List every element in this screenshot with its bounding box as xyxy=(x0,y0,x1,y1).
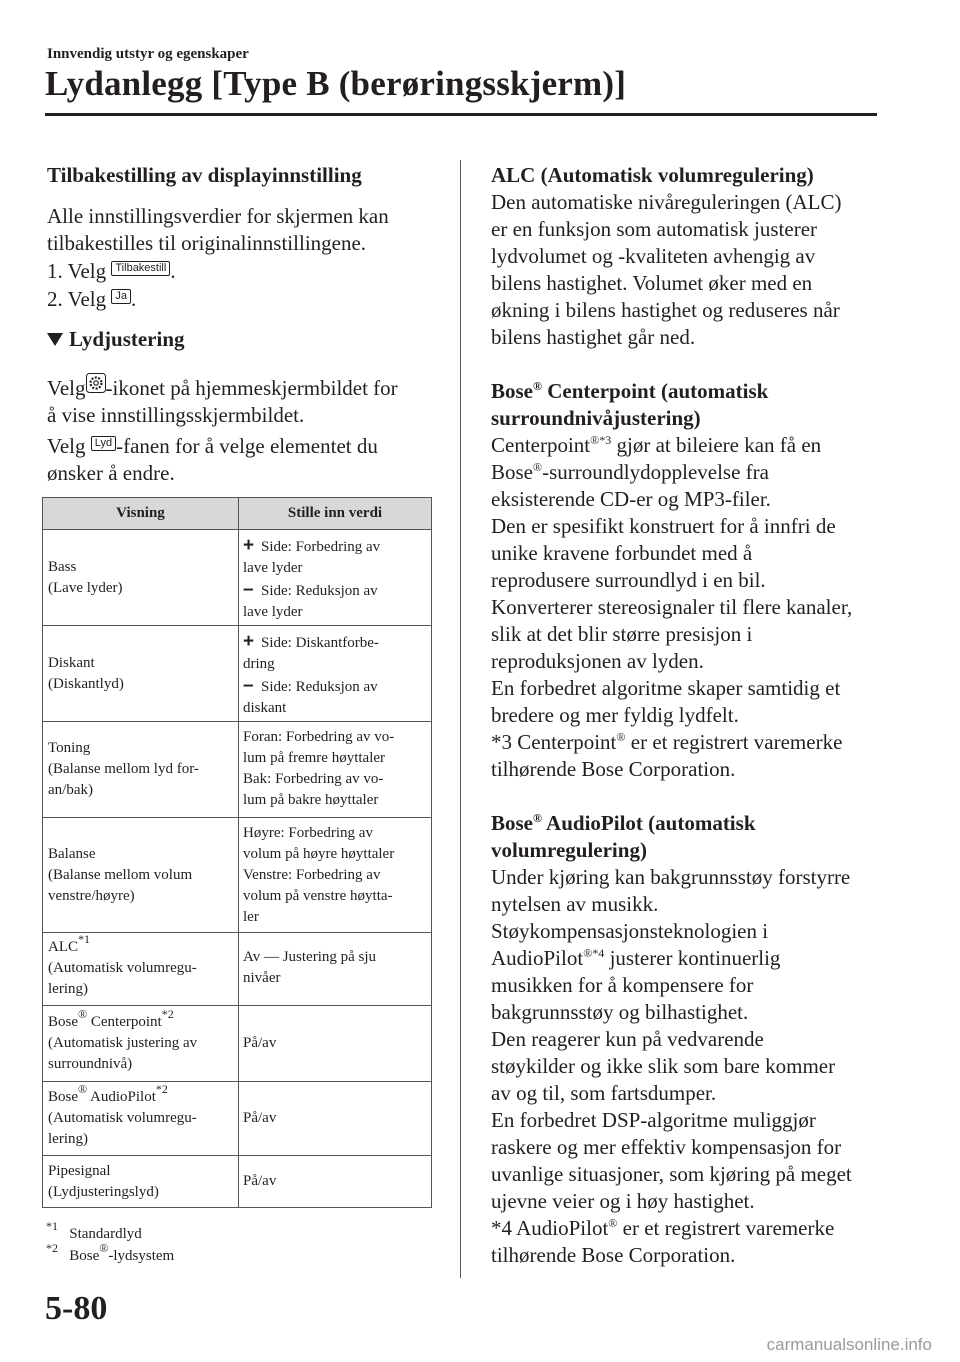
title-rule xyxy=(45,113,877,116)
centerpoint-heading: Bose® Centerpoint (automatisk surroundnivåjustering) xyxy=(491,379,769,430)
text-line: lydvolumet og -kvaliteten avhengig av xyxy=(491,244,816,268)
table-row: Diskant (Diskantlyd) + Side: Diskantforbe- dring – Side: Reduksjon av diskant xyxy=(43,626,432,722)
plus-icon: + xyxy=(243,535,255,556)
plus-icon: + xyxy=(243,631,255,652)
text-line: Under kjøring kan bakgrunnsstøy forstyrre xyxy=(491,865,851,889)
column-divider xyxy=(460,160,461,1278)
column-header: Stille inn verdi xyxy=(239,498,432,530)
text-line: økning i bilens hastighet og reduseres når xyxy=(491,298,840,322)
text-line: nytelsen av musikk. xyxy=(491,892,659,916)
text-line: slik at det blir større presisjon i xyxy=(491,622,753,646)
table-row: ALC$^{*1}$ (Automatisk volumregu- lering) Av — Justering på sju nivåer xyxy=(43,933,432,1006)
table-row: Bass (Lave lyder) + Side: Forbedring av lave lyder – Side: Reduksjon av lave lyder xyxy=(43,530,432,626)
table-row: Pipesignal (Lydjusteringslyd) På/av xyxy=(43,1156,432,1208)
adjust-para-1: Velg -ikonet på hjemmeskjermbildet for å vise innstillingsskjermbildet. xyxy=(47,373,398,429)
text-line: En forbedret algoritme skaper samtidig et xyxy=(491,676,841,700)
text-line: bredere og mer fyldig lydfelt. xyxy=(491,703,739,727)
alc-heading: ALC (Automatisk volumregulering) xyxy=(491,163,814,187)
text-line: Den reagerer kun på vedvarende xyxy=(491,1027,764,1051)
text-line: unike kravene forbundet med å xyxy=(491,541,753,565)
text-line: er en funksjon som automatisk justerer xyxy=(491,217,818,241)
settings-gear-icon[interactable] xyxy=(86,373,106,393)
table-row: Toning (Balanse mellom lyd for- an/bak) Foran: Forbedring av vo- lum på fremre høyttaler Bak: Forbedring av vo- lum på bakre høyttaler xyxy=(43,722,432,818)
text-line: Konverterer stereosignaler til flere kanaler, xyxy=(491,595,853,619)
sound-settings-table xyxy=(42,497,432,1208)
triangle-bullet-icon xyxy=(47,333,63,346)
text-line: En forbedret DSP-algoritme muliggjør xyxy=(491,1108,816,1132)
text-line: raskere og mer effektiv kompensasjon for xyxy=(491,1135,842,1159)
step-2: 2. Velg Ja . xyxy=(47,287,137,311)
minus-icon: – xyxy=(243,675,254,696)
text-line: uvanlige situasjoner, som kjøring på meget xyxy=(491,1162,852,1186)
text-line: eksisterende CD-er og MP3-filer. xyxy=(491,487,771,511)
text-line: Den automatiske nivåreguleringen (ALC) xyxy=(491,190,842,214)
step-1: 1. Velg Tilbakestill . xyxy=(47,259,176,283)
sound-tab-button[interactable]: Lyd xyxy=(91,436,116,451)
column-header: Visning xyxy=(43,498,239,530)
text-line: ujevne veier og i høy hastighet. xyxy=(491,1189,755,1213)
audiopilot-heading: Bose® AudioPilot (automatisk volumregulering) xyxy=(491,811,756,862)
right-column xyxy=(491,162,891,1269)
text-line: Støykompensasjonsteknologien i xyxy=(491,919,769,943)
centerpoint-text: Centerpoint$^{®*3}$ gjør at bileiere kan få en Bose®-surroundlydopplevelse fra eksisterende CD-er og MP3-filer. Den er spesifikt konstruert for å innfri de unike kravene forbundet med å reprodusere surroundlyd i en bil. Konverterer stereosignaler til flere kanaler, slik at det blir større presisjon i reproduksjonen av lyden. En forbedret algoritme skaper samtidig et bredere og mer fyldig lydfelt. *3 Centerpoint® er et registrert varemerke tilhørende Bose Corporation. xyxy=(491,432,891,783)
adjust-heading: Lydjustering xyxy=(47,327,185,352)
text-line: reproduksjonen av lyden. xyxy=(491,649,704,673)
reset-text: Alle innstillingsverdier for skjermen kan tilbakestilles til originalinnstillingene. xyxy=(47,204,389,255)
text-line: bilens hastighet går ned. xyxy=(491,325,696,349)
minus-icon: – xyxy=(243,579,254,600)
table-row: Bose® AudioPilot$^{*2}$ (Automatisk volumregu- lering) På/av xyxy=(43,1082,432,1156)
adjust-para-2: Velg Lyd -fanen for å velge elementet du ønsker å endre. xyxy=(47,434,378,485)
text-line: bilens hastighet. Volumet øker med en xyxy=(491,271,813,295)
text-line: reprodusere surroundlyd i en bil. xyxy=(491,568,766,592)
page-number: 5-80 xyxy=(45,1290,108,1327)
audiopilot-text: Under kjøring kan bakgrunnsstøy forstyrre nytelsen av musikk. Støykompensasjonsteknologien i AudioPilot$^{®*4}$ justerer kontinuerlig musikken for å kompensere for bakgrunnsstøy og bilhastighet. Den reagerer kun på vedvarende støykilder og ikke slik som bare kommer av og til, som fartsdumper. En forbedret DSP-algoritme muliggjør raskere og mer effektiv kompensasjon for uvanlige situasjoner, som kjøring på meget ujevne veier og i høy hastighet. *4 AudioPilot® er et registrert varemerke tilhørende Bose Corporation. xyxy=(491,864,891,1269)
text-line: bakgrunnsstøy og bilhastighet. xyxy=(491,1000,749,1024)
yes-button[interactable]: Ja xyxy=(111,289,131,304)
footnotes: $^{*1}$ Standardlyd $^{*2}$ Bose®-lydsystem xyxy=(46,1219,175,1264)
page-title: Lydanlegg [Type B (berøringsskjerm)] xyxy=(45,64,627,103)
text-line: Den er spesifikt konstruert for å innfri de xyxy=(491,514,836,538)
text-line: av og til, som fartsdumper. xyxy=(491,1081,717,1105)
table-row: Bose® Centerpoint$^{*2}$ (Automatisk justering av surroundnivå) På/av xyxy=(43,1006,432,1082)
alc-text xyxy=(491,189,891,351)
text-line: støykilder og ikke slik som bare kommer xyxy=(491,1054,836,1078)
reset-button[interactable]: Tilbakestill xyxy=(111,261,170,276)
table-header-row xyxy=(43,498,432,530)
watermark: carmanualsonline.info xyxy=(766,1335,932,1354)
table-row: Balanse (Balanse mellom volum venstre/høyre) Høyre: Forbedring av volum på høyre høyttaler Venstre: Forbedring av volum på venstre høytta- ler xyxy=(43,818,432,933)
text-line: musikken for å kompensere for xyxy=(491,973,754,997)
reset-heading: Tilbakestilling av displayinnstilling xyxy=(47,163,362,187)
section-label: Innvendig utstyr og egenskaper xyxy=(47,46,249,62)
